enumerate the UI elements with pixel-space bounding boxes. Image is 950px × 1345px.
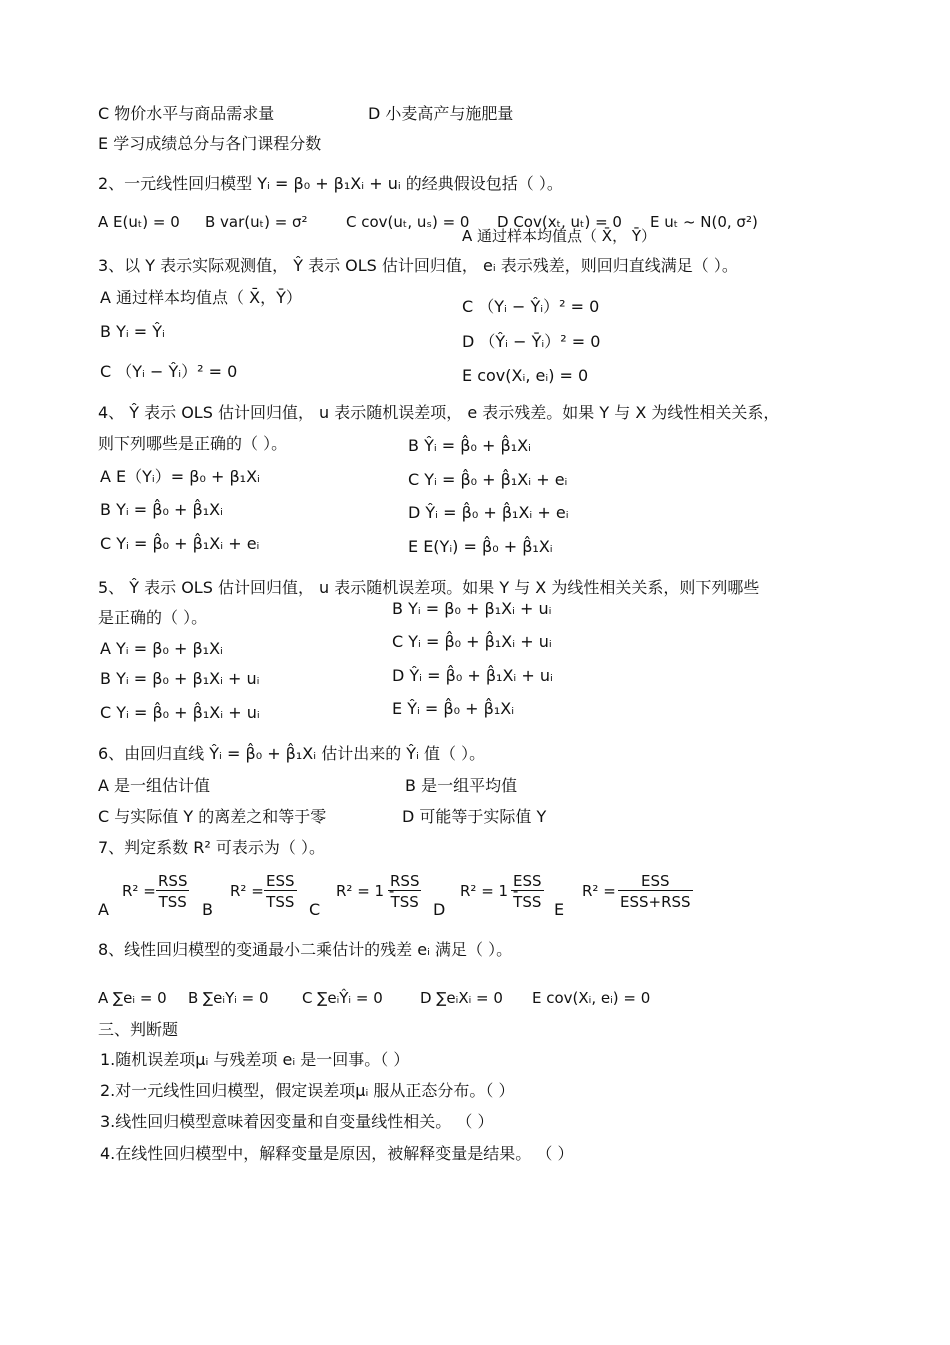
q7-option-c-lead: R² = 1 - <box>336 882 395 900</box>
q6-option-c: C 与实际值 Y 的离差之和等于零 <box>98 807 327 826</box>
q7-option-d-numerator: ESS <box>513 872 542 890</box>
q4-left-option-b: B Yᵢ = β̂₀ + β̂₁Xᵢ <box>100 500 223 519</box>
q6-option-d: D 可能等于实际值 Y <box>402 807 547 826</box>
q4-left-option-c: C Yᵢ = β̂₀ + β̂₁Xᵢ + eᵢ <box>100 534 260 553</box>
q7-option-e-lead: R² = <box>582 882 616 900</box>
q3-left-option-b: B Yᵢ = Ŷᵢ <box>100 322 165 341</box>
q7-option-e-denominator: ESS+RSS <box>620 893 691 911</box>
q7-option-b-fraction <box>264 872 297 911</box>
q7-stem: 7、判定系数 R² 可表示为（ ）。 <box>98 838 325 857</box>
q7-option-a-fraction <box>156 872 189 911</box>
q8-option-d: D ∑eᵢXᵢ = 0 <box>420 989 503 1007</box>
q7-option-e-letter: E <box>554 900 565 919</box>
q7-option-b-lead: R² = <box>230 882 264 900</box>
q7-option-c-fraction <box>388 872 421 911</box>
q5-left-option-c: C Yᵢ = β̂₀ + β̂₁Xᵢ + uᵢ <box>100 703 260 722</box>
q2-option-c: C cov(uₜ, uₛ) = 0 <box>346 213 470 231</box>
q3-right-option-a: A 通过样本均值点（ X̄， Ȳ） <box>462 227 657 245</box>
q3-right-option-d: D （Ŷᵢ − Ȳᵢ）² = 0 <box>462 332 601 351</box>
q8-option-c: C ∑eᵢŶᵢ = 0 <box>302 989 383 1007</box>
q7-option-b-letter: B <box>202 900 213 919</box>
q2-option-e: E uₜ ~ N(0, σ²) <box>650 213 758 231</box>
q2-option-a: A E(uₜ) = 0 <box>98 213 180 231</box>
section3-title: 三、判断题 <box>98 1020 179 1039</box>
q4-right-option-b: B Ŷᵢ = β̂₀ + β̂₁Xᵢ <box>408 436 531 455</box>
q7-option-d-lead: R² = 1 - <box>460 882 519 900</box>
q7-option-a-lead: R² = <box>122 882 156 900</box>
q3-left-option-c: C （Yᵢ − Ŷᵢ）² = 0 <box>100 362 238 381</box>
q4-right-option-c: C Yᵢ = β̂₀ + β̂₁Xᵢ + eᵢ <box>408 470 568 489</box>
q7-option-a-letter: A <box>98 900 109 919</box>
q3-right-option-c: C （Yᵢ − Ŷᵢ）² = 0 <box>462 297 600 316</box>
q4-stem-line2: 则下列哪些是正确的（ ）。 <box>98 434 288 453</box>
q5-stem-line2: 是正确的（ ）。 <box>98 608 208 627</box>
judgment-item-4: 4.在线性回归模型中，解释变量是原因，被解释变量是结果。 （ ） <box>100 1144 574 1163</box>
q5-right-option-c: C Yᵢ = β̂₀ + β̂₁Xᵢ + uᵢ <box>392 632 552 651</box>
q5-left-option-b: B Yᵢ = β₀ + β₁Xᵢ + uᵢ <box>100 669 260 688</box>
q7-option-e-fraction <box>618 872 693 911</box>
q5-right-option-d: D Ŷᵢ = β̂₀ + β̂₁Xᵢ + uᵢ <box>392 666 553 685</box>
q5-left-option-a: A Yᵢ = β₀ + β₁Xᵢ <box>100 639 223 658</box>
q7-option-d-fraction <box>511 872 544 911</box>
judgment-item-2: 2.对一元线性回归模型，假定误差项μᵢ 服从正态分布。（ ） <box>100 1081 515 1100</box>
q7-option-b-numerator: ESS <box>266 872 295 890</box>
q2-stem: 2、一元线性回归模型 Yᵢ = β₀ + β₁Xᵢ + uᵢ 的经典假设包括（ ）。 <box>98 174 563 193</box>
q5-right-option-e: E Ŷᵢ = β̂₀ + β̂₁Xᵢ <box>392 699 515 718</box>
q4-stem-line1: 4、 Ŷ 表示 OLS 估计回归值， u 表示随机误差项， e 表示残差。如果 Y 与 X 为线性相关关系， <box>98 403 780 422</box>
q6-option-a: A 是一组估计值 <box>98 776 211 795</box>
q5-stem-line1: 5、 Ŷ 表示 OLS 估计回归值， u 表示随机误差项。如果 Y 与 X 为线性相关关系，则下列哪些 <box>98 578 760 597</box>
q3-right-option-e: E cov(Xᵢ, eᵢ) = 0 <box>462 366 589 385</box>
q8-option-e: E cov(Xᵢ, eᵢ) = 0 <box>532 989 651 1007</box>
q6-stem: 6、由回归直线 Ŷᵢ = β̂₀ + β̂₁Xᵢ 估计出来的 Ŷᵢ 值（ ）。 <box>98 744 486 763</box>
q4-left-option-a: A E（Yᵢ）= β₀ + β₁Xᵢ <box>100 467 260 486</box>
q7-option-b-denominator: TSS <box>266 893 295 911</box>
q3-left-option-a: A 通过样本均值点（ X̄，Ȳ） <box>100 288 302 307</box>
q7-option-e-numerator: ESS <box>618 872 693 891</box>
q2-option-b: B var(uₜ) = σ² <box>205 213 308 231</box>
q7-option-c-denominator: TSS <box>390 893 419 911</box>
judgment-item-3: 3.线性回归模型意味着因变量和自变量线性相关。 （ ） <box>100 1112 494 1131</box>
q7-option-c-letter: C <box>309 900 321 919</box>
q8-stem: 8、线性回归模型的变通最小二乘估计的残差 eᵢ 满足（ ）。 <box>98 940 513 959</box>
q4-right-option-d: D Ŷᵢ = β̂₀ + β̂₁Xᵢ + eᵢ <box>408 503 569 522</box>
q8-option-a: A ∑eᵢ = 0 <box>98 989 167 1007</box>
q1-option-c: C 物价水平与商品需求量 <box>98 104 275 123</box>
judgment-item-1: 1.随机误差项μᵢ 与残差项 eᵢ 是一回事。（ ） <box>100 1050 410 1069</box>
q2-option-d: D Cov(xₜ, uₜ) = 0 <box>497 213 622 231</box>
q7-option-a-denominator: TSS <box>158 893 187 911</box>
q7-option-a-numerator: RSS <box>158 872 188 890</box>
q1-option-e: E 学习成绩总分与各门课程分数 <box>98 134 322 153</box>
q7-option-c-numerator: RSS <box>390 872 420 890</box>
q8-option-b: B ∑eᵢYᵢ = 0 <box>188 989 269 1007</box>
q5-right-option-b: B Yᵢ = β₀ + β₁Xᵢ + uᵢ <box>392 599 552 618</box>
q4-right-option-e: E E(Yᵢ) = β̂₀ + β̂₁Xᵢ <box>408 537 553 556</box>
q3-stem: 3、以 Y 表示实际观测值， Ŷ 表示 OLS 估计回归值， eᵢ 表示残差，则回归直线满足（ ）。 <box>98 256 738 275</box>
q7-option-d-letter: D <box>433 900 446 919</box>
q6-option-b: B 是一组平均值 <box>405 776 518 795</box>
q1-option-d: D 小麦高产与施肥量 <box>368 104 514 123</box>
q7-option-d-denominator: TSS <box>513 893 542 911</box>
